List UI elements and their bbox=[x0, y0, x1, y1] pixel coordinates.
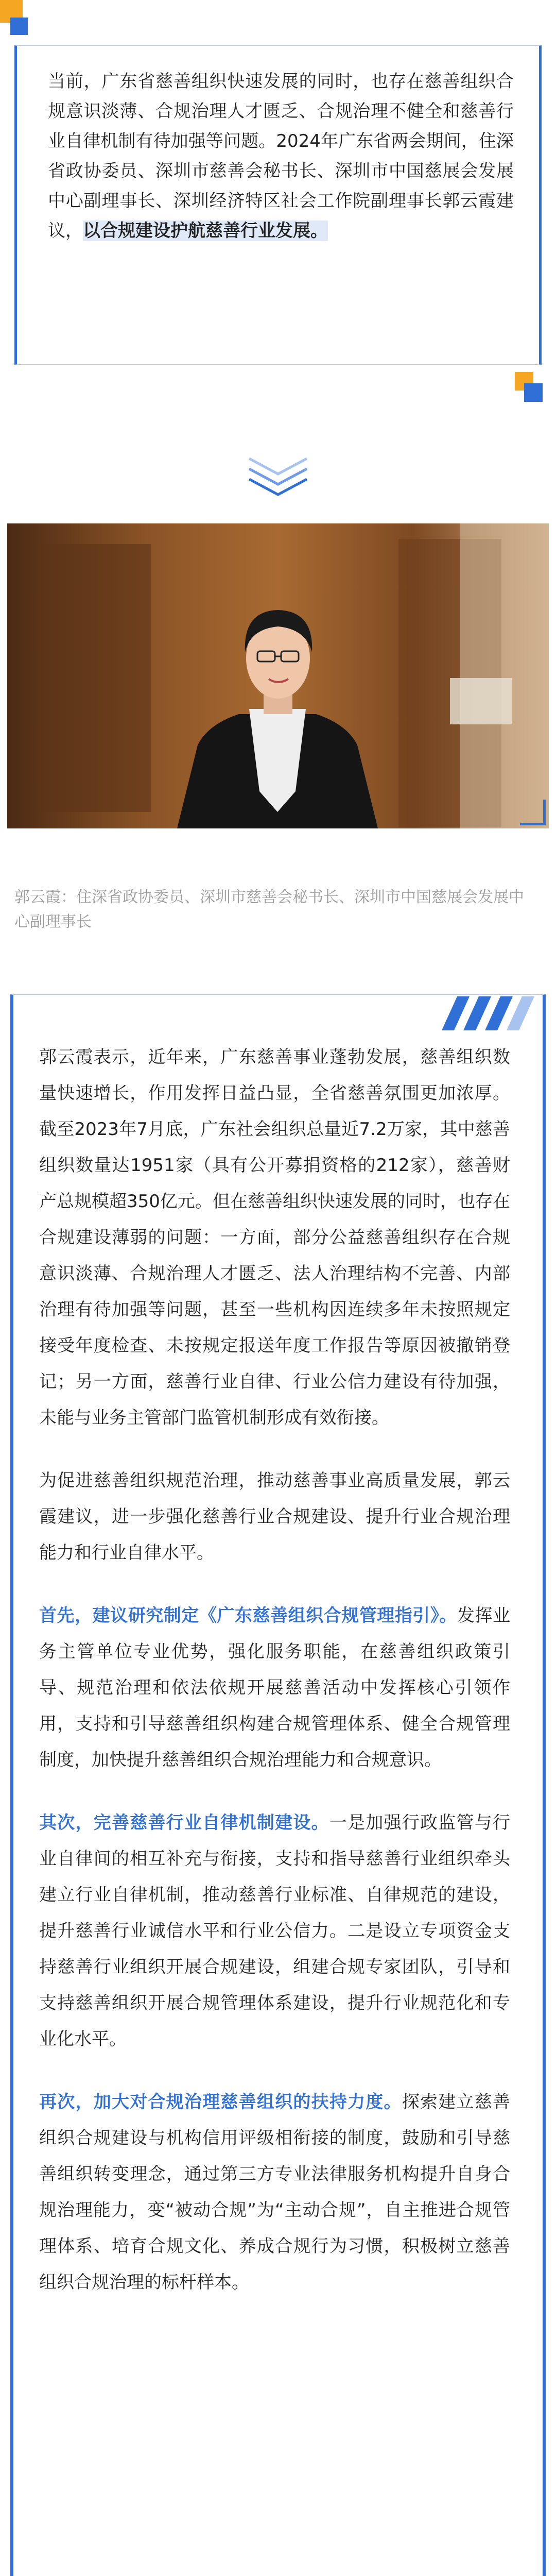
paragraph-5 bbox=[39, 2084, 510, 2300]
paragraph-5-lead: 再次，加大对合规治理慈善组织的扶持力度。 bbox=[39, 2092, 402, 2112]
corner-squares-top-left bbox=[0, 0, 31, 41]
intro-box bbox=[14, 45, 542, 365]
paragraph-4-lead: 其次，完善慈善行业自律机制建设。 bbox=[39, 1812, 329, 1833]
photo-corner-bracket bbox=[515, 794, 546, 825]
paragraph-3-text: 发挥业务主管单位专业优势，强化服务职能，在慈善组织政策引导、规范治理和依法依规开展慈善活动中发挥核心引领作用，支持和引导慈善组织构建合规管理体系、健全合规管理制度，加快提升慈善组织合规治理能力和合规意识。 bbox=[39, 1605, 510, 1770]
corner-squares-right bbox=[515, 372, 546, 408]
paragraph-4-text: 一是加强行政监管与行业自律间的相互补充与衔接，支持和指导慈善行业组织牵头建立行业自律机制，推动慈善行业标准、自律规范的建设，提升慈善行业诚信水平和行业公信力。二是设立专项资金支持慈善行业组织开展合规建设，组建合规专家团队，引导和支持慈善组织开展合规管理体系建设，提升行业规范化和专业化水平。 bbox=[39, 1812, 511, 2049]
paragraph-1: 郭云霞表示，近年来，广东慈善事业蓬勃发展，慈善组织数量快速增长，作用发挥日益凸显，全省慈善氛围更加浓厚。截至2023年7月底，广东社会组织总量近7.2万家，其中慈善组织数量达1951家（具有公开募捐资格的212家），慈善财产总规模超350亿元。但在慈善组织快速发展的同时，也存在合规建设薄弱的问题：一方面，部分公益慈善组织存在合规意识淡薄、合规治理人才匮乏、法人治理结构不完善、内部治理有待加强等问题，甚至一些机构因连续多年未按照规定接受年度检查、未按规定报送年度工作报告等原因被撤销登记；另一方面，慈善行业自律、行业公信力建设有待加强，未能与业务主管部门监管机制形成有效衔接。 bbox=[39, 1047, 510, 1428]
paragraph-5-text: 探索建立慈善组织合规建设与机构信用评级相衔接的制度，鼓励和引导慈善组织转变理念，通过第三方专业法律服务机构提升自身合规治理能力，变“被动合规”为“主动合规”，自主推进合规管理体系、培育合规文化、养成合规行为习惯，积极树立慈善组织合规治理的标杆样本。 bbox=[39, 2092, 511, 2293]
paragraph-3-lead: 首先，建议研究制定《广东慈善组织合规管理指引》。 bbox=[39, 1605, 457, 1626]
paragraph-2: 为促进慈善组织规范治理，推动慈善事业高质量发展，郭云霞建议，进一步强化慈善行业合规建设、提升行业合规治理能力和行业自律水平。 bbox=[39, 1470, 510, 1563]
portrait-illustration bbox=[7, 523, 549, 828]
main-content-box bbox=[10, 994, 546, 2576]
intro-paragraph bbox=[48, 66, 514, 246]
intro-text: 当前，广东省慈善组织快速发展的同时，也存在慈善组织合规意识淡薄、合规治理人才匮乏、合规治理不健全和慈善行业自律机制有待加强等问题。2024年广东省两会期间，住深省政协委员、深圳市慈善会秘书长、深圳市中国慈展会发展中心副理事长、深圳经济特区社会工作院副理事长郭云霞建议， bbox=[48, 71, 514, 241]
slash-decoration-icon bbox=[431, 995, 534, 1031]
intro-highlight: 以合规建设护航慈善行业发展。 bbox=[83, 221, 328, 241]
photo-caption: 郭云霞：住深省政协委员、深圳市慈善会秘书长、深圳市中国慈展会发展中心副理事长 bbox=[14, 888, 524, 931]
portrait-photo bbox=[7, 523, 549, 828]
paragraph-3 bbox=[39, 1598, 510, 1778]
paragraph-4 bbox=[39, 1805, 510, 2057]
chevron-down-icon bbox=[246, 451, 310, 498]
main-text bbox=[39, 1039, 510, 2327]
